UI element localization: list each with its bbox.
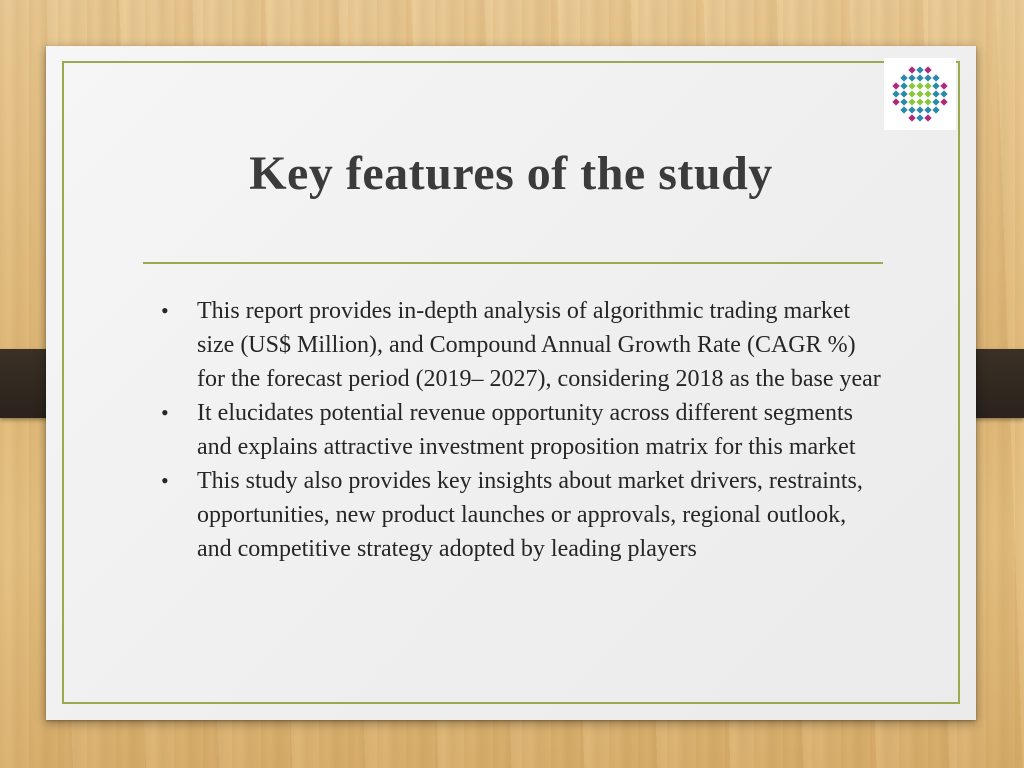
logo-dot [940,82,947,89]
logo-dot [924,98,931,105]
logo-dot [916,106,923,113]
logo-dot [924,74,931,81]
logo-dot [892,82,899,89]
logo-dot [908,90,915,97]
dotted-sphere-logo-icon [888,62,952,126]
bullet-item [156,294,886,396]
bullet-icon: • [161,400,169,425]
logo-dot [900,90,907,97]
logo-dot [908,74,915,81]
logo-dot [900,106,907,113]
bullet-icon: • [161,298,169,323]
logo-dot [940,90,947,97]
logo-dot [932,98,939,105]
bullet-text: It elucidates potential revenue opportunity across different segments and explains attractive investment proposition matrix for this market [197,400,856,460]
bullet-icon: • [161,468,169,493]
logo-dot [908,106,915,113]
company-logo [884,58,956,130]
slide-title: Key features of the study [249,147,773,200]
logo-dot [916,90,923,97]
feature-bullet-list [156,294,886,566]
logo-dot [908,82,915,89]
bullet-item [156,396,886,464]
logo-dot [908,114,915,121]
logo-dot [924,106,931,113]
bullet-text: This study also provides key insights about market drivers, restraints, opportunities, new product launches or approvals, regional outlook, and competitive strategy adopted by leading players [197,468,863,562]
logo-dot [916,82,923,89]
logo-dot [916,74,923,81]
logo-dot [916,114,923,121]
logo-dot [900,98,907,105]
logo-dot [900,74,907,81]
logo-dot [940,98,947,105]
logo-dot [924,90,931,97]
logo-dot [932,74,939,81]
logo-dot [924,82,931,89]
logo-dot [924,66,931,73]
logo-dot [900,82,907,89]
logo-dot [932,82,939,89]
logo-dot [908,66,915,73]
logo-dot [892,98,899,105]
bullet-text: This report provides in-depth analysis of algorithmic trading market size (US$ Million), and Compound Annual Growth Rate (CAGR %) for the forecast period (2019– 2027), considering 2018 as the base year [197,298,881,392]
slide-paper [46,46,976,720]
logo-dot [924,114,931,121]
logo-dot [932,90,939,97]
logo-dot [916,98,923,105]
logo-dot [932,106,939,113]
logo-dot [908,98,915,105]
title-divider [143,262,883,264]
logo-dot [916,66,923,73]
logo-dot [892,90,899,97]
bullet-item [156,464,886,566]
